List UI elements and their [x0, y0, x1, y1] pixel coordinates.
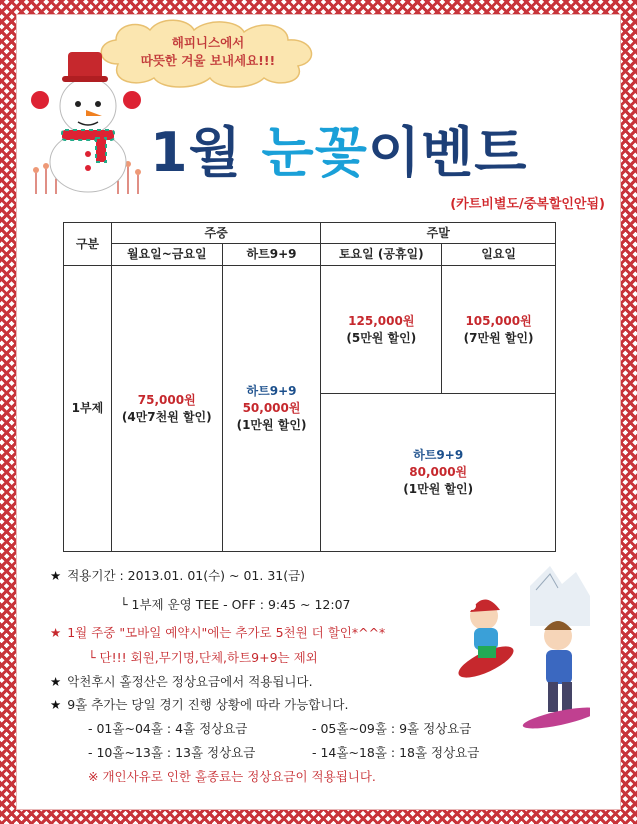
cell-sunday-price: [442, 266, 556, 394]
cart-fee-note: (카트비별도/중복할인안됨): [450, 197, 605, 212]
weekday-discount: (4만7천원 할인): [121, 409, 212, 424]
snowman-icon: [26, 44, 146, 204]
header-heart99: 하트9+9: [222, 244, 321, 266]
header-weekend: 주말: [321, 223, 556, 244]
note-mobile: [50, 623, 385, 641]
star-icon: ★: [50, 625, 62, 640]
cell-saturday-price: [321, 266, 442, 394]
note-weather-text: 악천후시 홀정산은 정상요금에서 적용됩니다.: [67, 674, 313, 689]
note-exclusion: └ 단!!! 회원,무기명,단체,하트9+9는 제외: [88, 650, 318, 665]
note-period-text: 적용기간 : 2013.01. 01(수) ~ 01. 31(금): [67, 568, 306, 583]
cloud-line-2: 따뜻한 겨울 보내세요!!!: [140, 53, 276, 68]
weekend-heart-price: 80,000원: [409, 465, 468, 479]
cell-weekend-heart: [321, 394, 556, 552]
cloud-line-1: 해피니스에서: [171, 35, 245, 50]
note-period: [50, 566, 305, 584]
cell-weekday-price: [111, 266, 222, 552]
rate-5-9: - 05홀~09홀 : 9홀 정상요금: [312, 721, 472, 736]
kids-sledding-icon: [450, 566, 590, 746]
rate-14-18: - 14홀~18홀 : 18홀 정상요금: [312, 745, 480, 760]
cell-heart-price: [222, 266, 321, 552]
rate-1-4: - 01홀~04홀 : 4홀 정상요금: [88, 721, 248, 736]
header-mon-fri: 월요일~금요일: [111, 244, 222, 266]
price-table: [63, 222, 556, 552]
note-9hole-text: 9홀 추가는 당일 경기 진행 상황에 따라 가능합니다.: [67, 697, 349, 712]
sun-price: 105,000원: [465, 313, 532, 328]
note-weather: [50, 672, 313, 690]
heart-label: 하트9+9: [246, 384, 297, 398]
table-row: [64, 266, 556, 394]
note-mobile-text: 1월 주중 "모바일 예약시"에는 추가로 5천원 더 할인*^^*: [67, 625, 386, 640]
title-snowflower: 눈꽃: [261, 121, 368, 184]
event-title: [150, 110, 527, 187]
sun-discount: (7만원 할인): [463, 330, 534, 345]
note-tee-off: └ 1부제 운영 TEE - OFF : 9:45 ~ 12:07: [120, 597, 351, 612]
weekend-heart-discount: (1만원 할인): [403, 482, 474, 496]
header-sunday: 일요일: [442, 244, 556, 266]
weekday-price: 75,000원: [137, 392, 196, 407]
heart-price: 50,000원: [242, 401, 301, 415]
title-month: 1월: [150, 121, 262, 184]
star-icon: ★: [50, 697, 62, 712]
weekend-heart-label: 하트9+9: [413, 448, 464, 462]
title-event: 이벤트: [367, 121, 528, 184]
header-saturday: 토요일 (공휴일): [321, 244, 442, 266]
header-category: 구분: [64, 223, 112, 266]
table-header-row: [64, 223, 556, 244]
rate-10-13: - 10홀~13홀 : 13홀 정상요금: [88, 745, 256, 760]
sat-discount: (5만원 할인): [346, 330, 417, 345]
table-subheader-row: [64, 244, 556, 266]
sat-price: 125,000원: [348, 313, 415, 328]
star-icon: ★: [50, 674, 62, 689]
heart-discount: (1만원 할인): [236, 418, 307, 432]
note-9hole: [50, 695, 348, 713]
note-personal: ※ 개인사유로 인한 홀종료는 정상요금이 적용됩니다.: [88, 769, 376, 784]
header-weekday: 주중: [111, 223, 321, 244]
row-label-1bu: 1부제: [64, 266, 112, 552]
star-icon: ★: [50, 568, 62, 583]
